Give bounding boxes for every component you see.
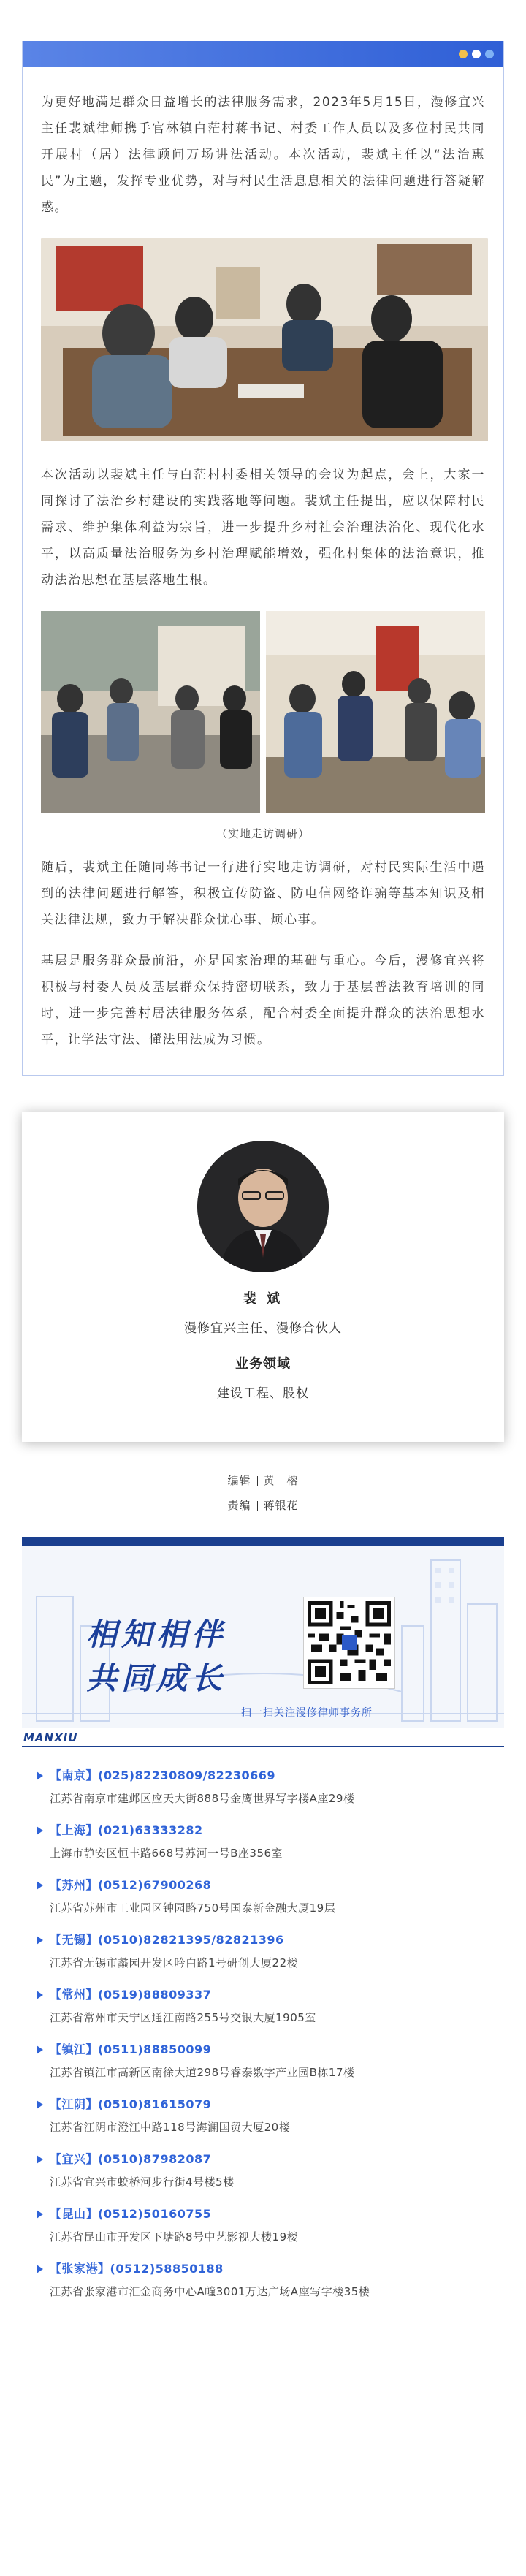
office-item <box>22 1876 504 1926</box>
office-address: 江苏省宜兴市蛟桥河步行街4号楼5楼 <box>50 2176 235 2189</box>
triangle-bullet-icon <box>37 2100 43 2109</box>
triangle-bullet-icon <box>37 1991 43 1999</box>
reviewer-name: 蒋银花 <box>263 1499 299 1512</box>
office-address: 江苏省张家港市汇金商务中心A幢3001万达广场A座写字楼35楼 <box>50 2285 370 2298</box>
office-phone[interactable]: (025)82230809/82230669 <box>98 1768 276 1782</box>
office-city: 【张家港】 <box>50 2262 110 2276</box>
divider <box>257 1501 258 1511</box>
office-city: 【镇江】 <box>50 2043 99 2056</box>
office-address: 上海市静安区恒丰路668号苏河一号B座356室 <box>50 1847 283 1860</box>
office-address: 江苏省镇江市高新区南徐大道298号睿泰数字产业园B栋17楼 <box>50 2066 355 2079</box>
office-city: 【苏州】 <box>50 1878 99 1892</box>
office-heading <box>50 1821 504 1838</box>
office-city: 【常州】 <box>50 1988 99 2002</box>
triangle-bullet-icon <box>37 2210 43 2219</box>
office-address: 江苏省常州市天宁区通江南路255号交银大厦1905室 <box>50 2011 316 2024</box>
office-phone[interactable]: (0510)87982087 <box>98 2152 212 2166</box>
triangle-bullet-icon <box>37 2155 43 2164</box>
banner-slogan <box>86 1613 226 1701</box>
slogan-line-1: 相知相伴 <box>86 1616 227 1652</box>
office-item <box>22 2150 504 2200</box>
office-heading <box>50 1986 504 2002</box>
office-item <box>22 1766 504 1816</box>
scan-to-follow-text: 扫一扫关注漫修律师事务所 <box>241 1707 373 1719</box>
editor-line <box>0 1468 526 1493</box>
editor-name: 黄 榕 <box>263 1474 299 1487</box>
office-heading <box>50 2150 504 2167</box>
reviewer-label: 责编 <box>227 1499 251 1512</box>
triangle-bullet-icon <box>37 1771 43 1780</box>
field-visit-photo-left <box>41 611 260 813</box>
practice-area: 建设工程、股权 <box>217 1386 309 1401</box>
blue-dot-icon <box>485 50 494 58</box>
office-city: 【无锡】 <box>50 1933 99 1947</box>
office-phone[interactable]: (0512)67900268 <box>98 1878 212 1892</box>
office-city: 【上海】 <box>50 1823 99 1837</box>
brand-logo: MANXIU <box>23 1731 78 1744</box>
office-phone[interactable]: (0510)82821395/82821396 <box>98 1933 284 1947</box>
office-phone[interactable]: (0512)58850188 <box>110 2262 224 2276</box>
credits <box>0 1468 526 1518</box>
lawyer-name: 裴 斌 <box>243 1291 283 1307</box>
office-heading <box>50 2260 504 2276</box>
office-heading <box>50 1766 504 1783</box>
office-address: 江苏省南京市建邺区应天大街888号金鹰世界写字楼A座29楼 <box>50 1792 355 1805</box>
article-page <box>0 41 526 2342</box>
office-item <box>22 2260 504 2309</box>
office-city: 【昆山】 <box>50 2207 99 2221</box>
meeting-photo <box>41 238 488 441</box>
office-item <box>22 1821 504 1871</box>
white-dot-icon <box>472 50 481 58</box>
office-phone[interactable]: (0511)88850099 <box>98 2043 212 2056</box>
lawyer-title: 漫修宜兴主任、漫修合伙人 <box>184 1321 342 1336</box>
paragraph-conclusion: 基层是服务群众最前沿，亦是国家治理的基础与重心。今后，漫修宜兴将积极与村委人员及基层群众保持密切联系，致力于基层普法教育培训的同时，进一步完善村居法律服务体系，配合村委全面提升群众的法治思想水平，让学法守法、懂法用法成为习惯。 <box>41 954 485 1047</box>
lawyer-avatar <box>197 1141 329 1272</box>
banner-body <box>22 1546 504 1728</box>
office-address: 江苏省昆山市开发区下塘路8号中艺影视大楼19楼 <box>50 2230 299 2243</box>
office-city: 【南京】 <box>50 1768 99 1782</box>
reviewer-line <box>0 1493 526 1518</box>
office-address: 江苏省无锡市蠡园开发区吟白路1号研创大厦22楼 <box>50 1956 299 1969</box>
office-heading <box>50 1931 504 1948</box>
triangle-bullet-icon <box>37 2045 43 2054</box>
paragraph-intro: 为更好地满足群众日益增长的法律服务需求，2023年5月15日，漫修宜兴主任裴斌律师携手官林镇白茫村蒋书记、村委工作人员以及多位村民共同开展村（居）法律顾问万场讲法活动。本次活动，裴斌主任以“法治惠民”为主题，发挥专业优势，对与村民生活息息相关的法律问题进行答疑解惑。 <box>41 95 485 215</box>
office-address: 江苏省苏州市工业园区钟园路750号国泰新金融大厦19层 <box>50 1901 336 1915</box>
card-header-bar <box>23 41 503 67</box>
slogan-line-2: 共同成长 <box>86 1660 227 1696</box>
article-card <box>22 41 504 1076</box>
office-phone[interactable]: (0519)88809337 <box>98 1988 212 2002</box>
qr-code[interactable] <box>303 1597 395 1689</box>
office-item <box>22 2205 504 2254</box>
office-list <box>22 1766 504 2342</box>
field-visit-photos <box>41 611 485 813</box>
office-heading <box>50 2095 504 2112</box>
photo-caption: （实地走访调研） <box>216 827 310 840</box>
editor-label: 编辑 <box>227 1474 251 1487</box>
paragraph-meeting: 本次活动以裴斌主任与白茫村村委相关领导的会议为起点，会上，大家一同探讨了法治乡村建设的实践落地等问题。裴斌主任提出，应以保障村民需求、维护集体利益为宗旨，进一步提升乡村社会治理法治化、现代化水平，以高质量法治服务为乡村治理赋能增效，强化村集体的法治意识，推动法治思想在基层落地生根。 <box>41 468 485 588</box>
office-item <box>22 2095 504 2145</box>
field-visit-photo-right <box>266 611 485 813</box>
office-heading <box>50 2040 504 2057</box>
divider <box>257 1476 258 1486</box>
paragraph-field-visit: 随后，裴斌主任随同蒋书记一行进行实地走访调研，对村民实际生活中遇到的法律问题进行解答，积极宣传防盗、防电信网络诈骗等基本知识及相关法律法规，致力于解决群众忧心事、烦心事。 <box>41 860 485 927</box>
yellow-dot-icon <box>459 50 468 58</box>
office-address: 江苏省江阴市澄江中路118号海澜国贸大厦20楼 <box>50 2121 291 2134</box>
office-phone[interactable]: (0512)50160755 <box>98 2207 212 2221</box>
office-heading <box>50 2205 504 2222</box>
banner-top-rule <box>22 1537 504 1546</box>
triangle-bullet-icon <box>37 1936 43 1945</box>
triangle-bullet-icon <box>37 1881 43 1890</box>
lawyer-profile-card <box>22 1112 504 1442</box>
qr-code-icon <box>304 1597 394 1688</box>
brand-strip <box>22 1728 504 1747</box>
follow-banner <box>22 1537 504 1747</box>
office-city: 【宜兴】 <box>50 2152 99 2166</box>
office-city: 【江阴】 <box>50 2097 99 2111</box>
triangle-bullet-icon <box>37 1826 43 1835</box>
article-body <box>23 67 503 1075</box>
office-phone[interactable]: (0510)81615079 <box>98 2097 212 2111</box>
office-item <box>22 1931 504 1980</box>
office-item <box>22 1986 504 2035</box>
triangle-bullet-icon <box>37 2265 43 2273</box>
practice-area-heading: 业务领域 <box>235 1356 291 1372</box>
meeting-photo-image <box>41 238 488 441</box>
office-phone[interactable]: (021)63333282 <box>98 1823 203 1837</box>
office-item <box>22 2040 504 2090</box>
office-heading <box>50 1876 504 1893</box>
window-dots <box>459 50 494 58</box>
